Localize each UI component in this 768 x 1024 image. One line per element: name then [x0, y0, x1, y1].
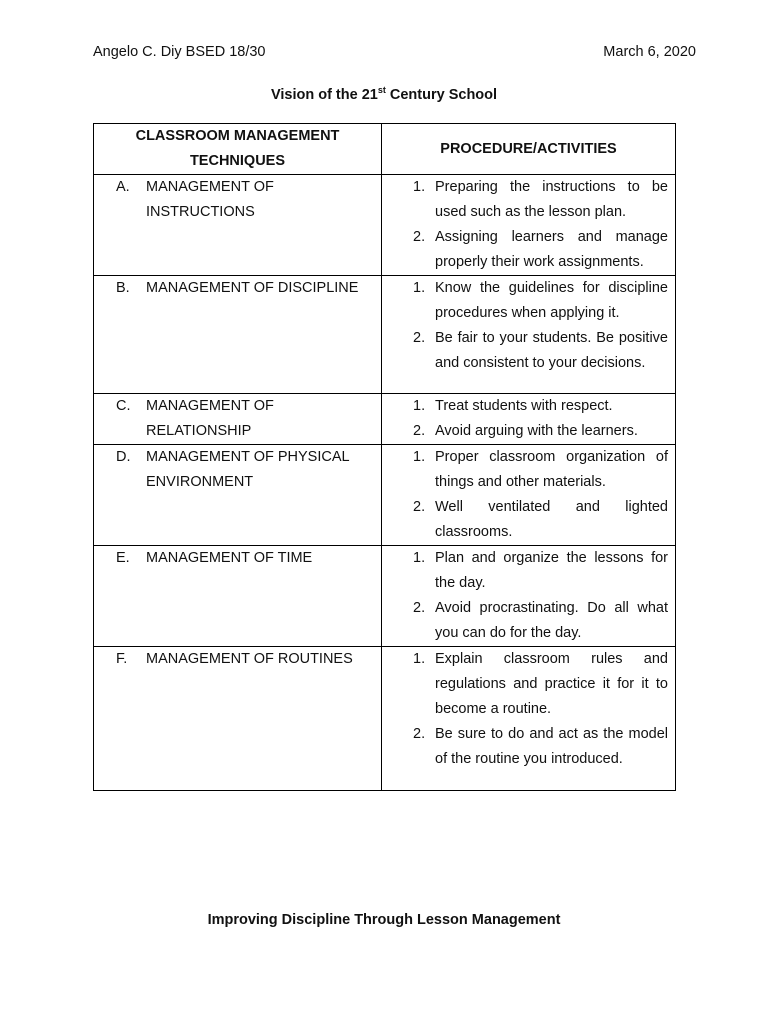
technique-cell — [94, 647, 382, 791]
procedures-cell — [382, 546, 676, 647]
procedure-text: Be sure to do and act as the model of the routine you introduced. — [435, 726, 668, 767]
technique-cell — [94, 445, 382, 546]
procedure-text: Plan and organize the lessons for the day. — [435, 550, 668, 591]
procedure-number: 2. — [413, 499, 426, 515]
procedure-item — [382, 419, 675, 444]
procedure-number: 1. — [413, 280, 426, 296]
procedure-number: 2. — [413, 330, 426, 346]
procedure-number: 1. — [413, 449, 426, 465]
procedure-number: 2. — [413, 600, 426, 616]
procedure-text: Assigning learners and manage properly their work assignments. — [435, 229, 668, 270]
procedure-text: Well ventilated and lighted classrooms. — [435, 499, 668, 540]
author-line: Angelo C. Diy BSED 18/30 — [93, 44, 266, 60]
procedures-cell — [382, 394, 676, 445]
procedure-number: 2. — [413, 423, 426, 439]
technique-letter: E. — [116, 550, 130, 566]
procedure-item — [382, 546, 675, 596]
table-row — [94, 647, 676, 791]
technique-name: MANAGEMENT OF PHYSICAL ENVIRONMENT — [146, 449, 350, 490]
procedure-item — [382, 175, 675, 225]
procedure-text: Avoid arguing with the learners. — [435, 423, 638, 439]
procedure-text: Treat students with respect. — [435, 398, 613, 414]
procedure-text: Know the guidelines for discipline procedures when applying it. — [435, 280, 668, 321]
procedure-list — [382, 276, 675, 376]
technique-name: MANAGEMENT OF ROUTINES — [146, 651, 353, 667]
technique-letter: A. — [116, 179, 130, 195]
technique-name: MANAGEMENT OF TIME — [146, 550, 313, 566]
document-title — [0, 87, 768, 103]
procedure-text: Explain classroom rules and regulations and practice it for it to become a routine. — [435, 651, 668, 717]
procedure-text: Proper classroom organization of things and other materials. — [435, 449, 668, 490]
procedure-text: Preparing the instructions to be used such as the lesson plan. — [435, 179, 668, 220]
procedure-text: Be fair to your students. Be positive and consistent to your decisions. — [435, 330, 668, 371]
procedures-cell — [382, 276, 676, 394]
table-row — [94, 445, 676, 546]
procedure-text: Avoid procrastinating. Do all what you can do for the day. — [435, 600, 668, 641]
technique-cell — [94, 546, 382, 647]
table-body — [94, 175, 676, 791]
technique-letter: F. — [116, 651, 128, 667]
procedures-cell — [382, 647, 676, 791]
procedure-number: 2. — [413, 726, 426, 742]
technique-name: MANAGEMENT OF INSTRUCTIONS — [146, 179, 274, 220]
techniques-table — [93, 123, 676, 791]
table-row — [94, 394, 676, 445]
section-heading: Improving Discipline Through Lesson Management — [207, 912, 561, 928]
procedure-list — [382, 394, 675, 444]
table-header-row — [94, 124, 676, 175]
procedure-item — [382, 394, 675, 419]
procedure-list — [382, 175, 675, 275]
procedure-item — [382, 722, 675, 772]
technique-letter: C. — [116, 398, 131, 414]
column-header-procedures: PROCEDURE/ACTIVITIES — [382, 124, 676, 175]
technique-cell — [94, 175, 382, 276]
technique-letter: B. — [116, 280, 130, 296]
procedure-item — [382, 276, 675, 326]
column-header-techniques: CLASSROOM MANAGEMENT TECHNIQUES — [94, 124, 382, 175]
title-prefix: Vision of the 21 — [270, 87, 378, 103]
procedure-item — [382, 495, 675, 545]
procedures-cell — [382, 445, 676, 546]
procedure-item — [382, 647, 675, 722]
technique-cell — [94, 276, 382, 394]
technique-name: MANAGEMENT OF RELATIONSHIP — [146, 398, 274, 439]
date-line: March 6, 2020 — [603, 44, 696, 60]
technique-letter: D. — [116, 449, 131, 465]
procedure-item — [382, 596, 675, 646]
procedure-number: 1. — [413, 651, 426, 667]
table-row — [94, 276, 676, 394]
procedure-number: 1. — [413, 550, 426, 566]
procedure-number: 1. — [413, 398, 426, 414]
title-suffix: Century School — [385, 87, 498, 103]
table-row — [94, 175, 676, 276]
procedure-list — [382, 647, 675, 772]
technique-cell — [94, 394, 382, 445]
procedure-list — [382, 445, 675, 545]
procedure-item — [382, 326, 675, 376]
procedures-cell — [382, 175, 676, 276]
title-superscript: st — [377, 85, 386, 95]
procedure-item — [382, 445, 675, 495]
procedure-item — [382, 225, 675, 275]
table-row — [94, 546, 676, 647]
procedure-list — [382, 546, 675, 646]
procedure-number: 1. — [413, 179, 426, 195]
procedure-number: 2. — [413, 229, 426, 245]
technique-name: MANAGEMENT OF DISCIPLINE — [146, 280, 359, 296]
